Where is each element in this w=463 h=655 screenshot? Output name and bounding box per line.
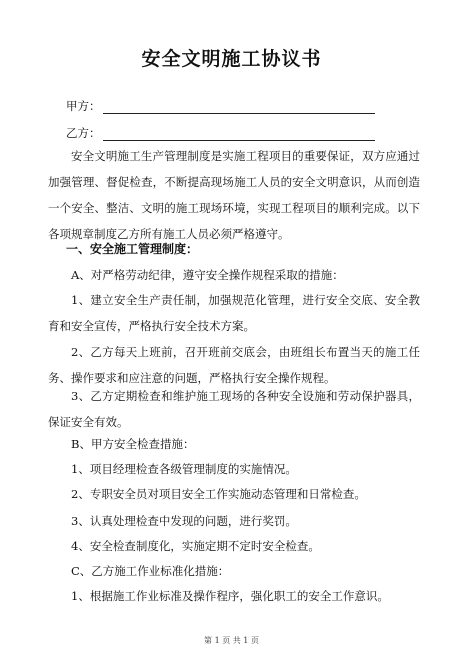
party-a-label: 甲方： bbox=[66, 99, 101, 113]
party-b-label: 乙方： bbox=[66, 126, 101, 140]
b-item-4: 4、安全检查制度化，实施定期不定时安全检查。 bbox=[71, 539, 320, 553]
document-title: 安全文明施工协议书 bbox=[141, 48, 322, 70]
a-heading: A、对严格劳动纪律，遵守安全操作规程采取的措施： bbox=[71, 268, 344, 282]
a-item-3: 3、乙方定期检查和维护施工现场的各种安全设施和劳动保护器具，保证安全有效。 bbox=[48, 389, 420, 429]
section-1-heading: 一、安全施工管理制度： bbox=[66, 242, 199, 256]
party-b-blank-line bbox=[103, 128, 375, 141]
a-item-2: 2、乙方每天上班前，召开班前交底会，由班组长布置当天的施工任务、操作要求和应注意的问题，严格执行安全操作规程。 bbox=[48, 345, 420, 385]
intro-paragraph: 安全文明施工生产管理制度是实施工程项目的重要保证，双方应通过加强管理、督促检查，不断提高现场施工人员的安全文明意识，从而创造一个安全、整洁、文明的施工现场环境，实现工程项目的顺利完成。以下各项规章制度乙方所有施工人员必须严格遵守。 bbox=[48, 149, 420, 241]
page-footer: 第 1 页 共 1 页 bbox=[204, 636, 259, 645]
c-item-1: 1、根据施工作业标准及操作程序，强化职工的安全工作意识。 bbox=[71, 589, 389, 603]
a-item-1: 1、建立安全生产责任制，加强规范化管理，进行安全交底、安全教育和安全宣传，严格执行安全技术方案。 bbox=[48, 293, 420, 333]
b-heading: B、甲方安全检查措施： bbox=[71, 437, 195, 451]
party-a-blank-line bbox=[103, 101, 375, 114]
b-item-3: 3、认真处理检查中发现的问题，进行奖罚。 bbox=[71, 514, 297, 528]
party-a-row bbox=[66, 98, 375, 114]
party-b-row bbox=[66, 125, 375, 141]
b-item-1: 1、项目经理检查各级管理制度的实施情况。 bbox=[71, 462, 297, 476]
b-item-2: 2、专职安全员对项目安全工作实施动态管理和日常检查。 bbox=[71, 487, 366, 501]
c-heading: C、乙方施工作业标准化措施： bbox=[71, 564, 230, 578]
